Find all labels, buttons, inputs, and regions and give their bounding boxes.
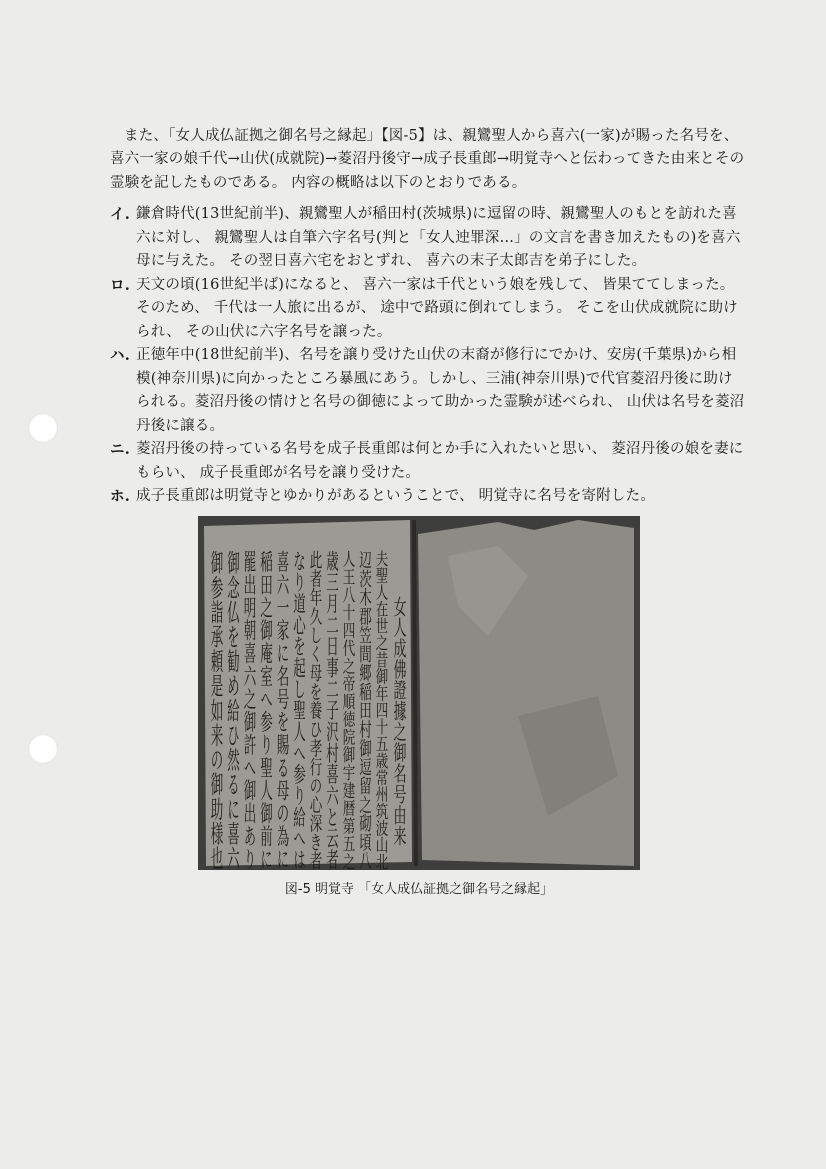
manuscript-text-columns xyxy=(209,548,406,870)
manuscript-photo xyxy=(198,516,640,870)
manuscript-column: 稲田之御庵室へ参り聖人御前に xyxy=(258,550,274,725)
manuscript-column: 人王八十四代之帝順徳院御宇建暦第五之 xyxy=(341,550,356,775)
figure-caption: 図-5 明覚寺 「女人成仏証拠之御名号之縁起」 xyxy=(284,882,554,897)
item-text: 菱沼丹後の持っている名号を成子長重郎は何とか手に入れたいと思い、 菱沼丹後の娘を妻にもらい、 成子長重郎が名号を譲り受けた。 xyxy=(136,441,744,481)
manuscript-column: 辺茨木郡笠間郷稲田村御逗留之砌頃八 xyxy=(357,550,373,763)
manuscript-column: 喜六一家に名号を賜る母の為に xyxy=(275,550,290,725)
manuscript-column: 御念仏を勧め給ひ然るに喜六 xyxy=(225,550,241,713)
intro-paragraph: また、「女人成仏証拠之御名号之縁起」【図-5】は、親鸞聖人から喜六(一家)が賜った名号を、喜六一家の娘千代→山伏(成就院)→菱沼丹後守→成子長重郎→明覚寺へと伝わってきた由来とその霊験を記したものである。 内容の概略は以下のとおりである。 xyxy=(110,127,745,191)
manuscript-right-panel xyxy=(418,520,634,866)
item-text: 鎌倉時代(13世紀前半)、親鸞聖人が稲田村(茨城県)に逗留の時、親鸞聖人のもとを訪れた喜六に対し、 親鸞聖人は自筆六字名号(判と「女人迚罪深…」の文言を書き加えたもの)を喜六母に与えた。 その翌日喜六宅をおとずれ、 喜六の末子太郎吉を弟子にした。 xyxy=(136,206,741,269)
summary-list xyxy=(110,203,746,509)
list-item xyxy=(110,274,746,345)
list-item xyxy=(110,344,746,438)
item-text: 正徳年中(18世紀前半)、名号を譲り受けた山伏の末裔が修行にでかけ、安房(千葉県)から相模(神奈川県)に向かったところ暴風にあう。しかし、三浦(神奈川県)で代官菱沼丹後に助けられる。菱沼丹後の情けと名号の御徳によって助かった霊験が述べられ、 山伏は名号を菱沼丹後に譲る。 xyxy=(136,347,745,434)
manuscript-column: 罷出明朝喜六之御許へ御出あり xyxy=(242,550,257,725)
manuscript-column: 御参詣承頼是如来の御助様也 xyxy=(209,550,224,713)
item-marker: イ. xyxy=(110,206,130,223)
list-item xyxy=(110,203,746,274)
item-marker: ハ. xyxy=(110,347,130,364)
manuscript-column: 歳三月二日事二子沢村喜六と云者 xyxy=(324,550,340,738)
binder-hole xyxy=(28,413,58,443)
item-text: 天文の頃(16世紀半ば)になると、 喜六一家は千代という娘を残して、 皆果ててしまった。 そのため、 千代は一人旅に出るが、 途中で路頭に倒れてしまう。 そこを山伏成就院に助けられ、 その山伏に六字名号を譲った。 xyxy=(136,276,738,340)
item-text: 成子長重郎は明覚寺とゆかりがあるということで、 明覚寺に名号を寄附した。 xyxy=(136,488,656,504)
item-marker: ニ. xyxy=(110,441,130,458)
manuscript-column: 夫聖人在世之昔御年四十五歳常州筑波山北 xyxy=(374,550,389,788)
list-item xyxy=(110,438,746,485)
manuscript-column: なり道心を起し聖人へ参り給へは xyxy=(291,550,307,738)
manuscript-column: 此者年久しく母を養ひ孝行の心深き者 xyxy=(308,550,323,763)
list-item xyxy=(110,485,746,509)
item-marker: ホ. xyxy=(110,488,130,505)
manuscript-column: 女人成佛證據之御名号由来 xyxy=(390,596,406,752)
manuscript-image xyxy=(198,516,640,870)
item-marker: ロ. xyxy=(110,276,130,294)
binder-hole xyxy=(28,734,58,764)
